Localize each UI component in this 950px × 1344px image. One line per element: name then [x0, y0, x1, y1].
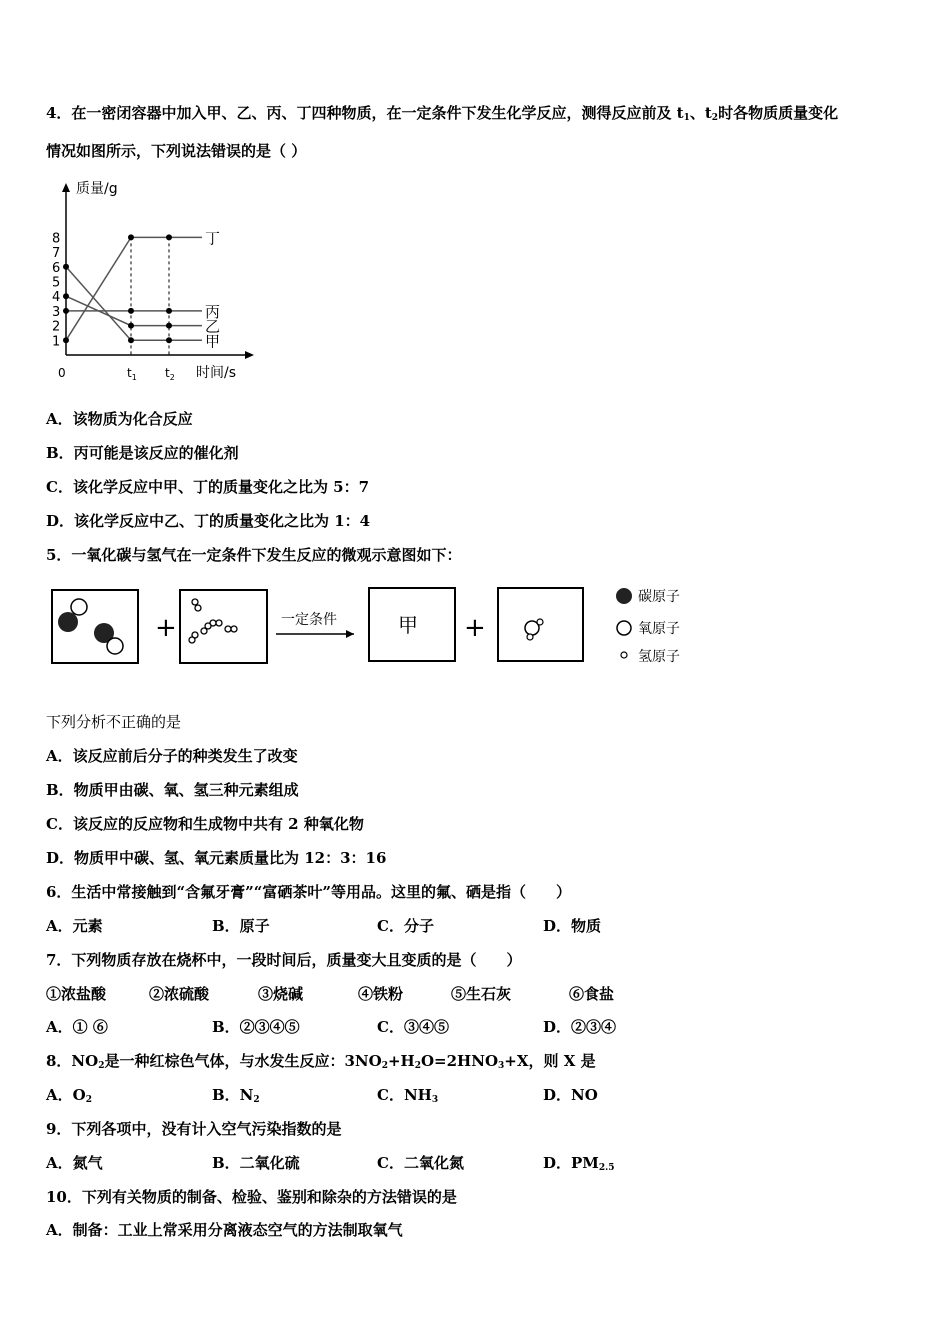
q7-option-d: D．②③④: [543, 1018, 617, 1036]
q10-option-a: A．制备：工业上常采用分离液态空气的方法制取氧气: [46, 1221, 403, 1239]
q4-option-a: A．该物质为化合反应: [46, 410, 193, 428]
hydrogen-atom-icon: [216, 620, 222, 626]
q8-option-a: A．$O_2$: [46, 1086, 92, 1105]
product-label: 甲: [398, 613, 418, 637]
q6-option-d: D．物质: [543, 917, 602, 935]
q6-option-c: C．分子: [377, 917, 434, 935]
data-point: [63, 264, 69, 270]
reaction-diagram: [46, 580, 706, 680]
q4-stem-line2: 情况如图所示，下列说法错误的是（ ）: [46, 142, 307, 160]
q9-option-d: D．$PM_{2.5}$: [543, 1154, 615, 1173]
y-tick-label: 5: [52, 275, 61, 291]
q9-stem: 9．下列各项中，没有计入空气污染指数的是: [46, 1120, 342, 1138]
q8-option-c: C．$NH_3$: [377, 1086, 439, 1105]
q6-stem: 6．生活中常接触到“含氟牙膏”“富硒茶叶”等用品。这里的氟、硒是指（ ）: [46, 883, 571, 901]
q7-item: ②浓硫酸: [149, 985, 210, 1003]
q9-option-a: A．氮气: [46, 1154, 103, 1172]
data-point: [63, 293, 69, 299]
hydrogen-atom-icon: [201, 628, 207, 634]
y-tick-label: 7: [52, 246, 61, 262]
x-tick-label: $t_2$: [165, 366, 175, 382]
hydrogen-legend-icon: [621, 652, 627, 658]
y-tick-label: 2: [52, 319, 61, 335]
hydrogen-atom-icon: [231, 626, 237, 632]
q5-option-c: C．该反应的反应物和生成物中共有 2 种氧化物: [46, 815, 364, 833]
oxygen-legend-icon: [617, 621, 631, 635]
series-label: 乙: [205, 317, 221, 336]
q4-option-d: D．该化学反应中乙、丁的质量变化之比为 1：4: [46, 512, 371, 530]
y-tick-label: 1: [52, 334, 61, 350]
data-point: [128, 337, 134, 343]
q4-option-b: B．丙可能是该反应的催化剂: [46, 444, 239, 462]
q6-option-b: B．原子: [212, 917, 270, 935]
q7-stem: 7．下列物质存放在烧杯中，一段时间后，质量变大且变质的是（ ）: [46, 951, 522, 969]
q9-option-c: C．二氧化氮: [377, 1154, 464, 1172]
q7-option-a: A．① ⑥: [46, 1018, 108, 1036]
q5-option-a: A．该反应前后分子的种类发生了改变: [46, 747, 298, 765]
y-tick-label: 8: [52, 231, 61, 247]
q6-option-a: A．元素: [46, 917, 103, 935]
q5-option-d: D．物质甲中碳、氢、氧元素质量比为 12：3：16: [46, 849, 387, 867]
q8-option-d: D．NO: [543, 1086, 598, 1104]
data-point: [166, 323, 172, 329]
data-point: [166, 337, 172, 343]
series-label: 甲: [205, 332, 221, 351]
q5-stem: 5．一氧化碳与氢气在一定条件下发生反应的微观示意图如下：: [46, 546, 462, 564]
legend-hydrogen: 氢原子: [638, 649, 680, 665]
q7-item: ①浓盐酸: [46, 985, 107, 1003]
q7-item: ⑥食盐: [569, 985, 615, 1003]
x-axis-arrow-icon: [245, 351, 254, 359]
data-point: [128, 308, 134, 314]
q7-item: ④铁粉: [358, 985, 404, 1003]
data-point: [63, 308, 69, 314]
arrow-head-icon: [346, 630, 354, 638]
legend-oxygen: 氧原子: [638, 621, 680, 637]
q9-option-b: B．二氧化硫: [212, 1154, 300, 1172]
data-point: [128, 323, 134, 329]
series-label: 丙: [205, 302, 221, 321]
plus-sign: +: [155, 613, 177, 643]
hydrogen-atom-icon: [537, 619, 543, 625]
reaction-condition: 一定条件: [281, 612, 337, 628]
x-axis-title: 时间/s: [196, 365, 237, 381]
q8-stem: 8．$NO_2$是一种红棕色气体，与水发生反应：$3NO_2+H_2O=2HNO_3+X$，则 X 是: [46, 1052, 596, 1071]
data-point: [63, 337, 69, 343]
q5-question: 下列分析不正确的是: [46, 713, 182, 731]
carbon-legend-icon: [616, 588, 632, 604]
q7-item: ⑤生石灰: [451, 985, 512, 1003]
q7-option-b: B．②③④⑤: [212, 1018, 300, 1036]
data-point: [128, 234, 134, 240]
hydrogen-atom-icon: [189, 637, 195, 643]
y-axis-arrow-icon: [62, 183, 70, 192]
carbon-atom-icon: [58, 612, 78, 632]
legend-carbon: 碳原子: [638, 589, 680, 605]
hydrogen-atom-icon: [195, 605, 201, 611]
data-point: [166, 234, 172, 240]
y-tick-label: 6: [52, 260, 61, 276]
mass-time-chart: [44, 175, 264, 387]
y-tick-label: 3: [52, 304, 61, 320]
y-axis-title: 质量/g: [76, 181, 118, 197]
hydrogen-atom-icon: [192, 599, 198, 605]
q10-stem: 10．下列有关物质的制备、检验、鉴别和除杂的方法错误的是: [46, 1188, 457, 1206]
q4-stem-line1: 4．在一密闭容器中加入甲、乙、丙、丁四种物质，在一定条件下发生化学反应，测得反应前及 $t_1$、$t_2$时各物质质量变化: [46, 104, 839, 123]
q8-option-b: B．$N_2$: [212, 1086, 260, 1105]
plus-sign: +: [464, 613, 486, 643]
x-tick-label: $t_1$: [127, 366, 137, 382]
series-label: 丁: [205, 229, 221, 248]
q4-option-c: C．该化学反应中甲、丁的质量变化之比为 5：7: [46, 478, 370, 496]
hydrogen-atom-icon: [225, 626, 231, 632]
q7-option-c: C．③④⑤: [377, 1018, 449, 1036]
x-tick-label: 0: [58, 366, 66, 380]
oxygen-atom-icon: [71, 599, 87, 615]
q5-option-b: B．物质甲由碳、氧、氢三种元素组成: [46, 781, 299, 799]
data-point: [166, 308, 172, 314]
oxygen-atom-icon: [107, 638, 123, 654]
y-tick-label: 4: [52, 290, 61, 306]
q7-item: ③烧碱: [258, 985, 304, 1003]
hydrogen-atom-icon: [527, 634, 533, 640]
